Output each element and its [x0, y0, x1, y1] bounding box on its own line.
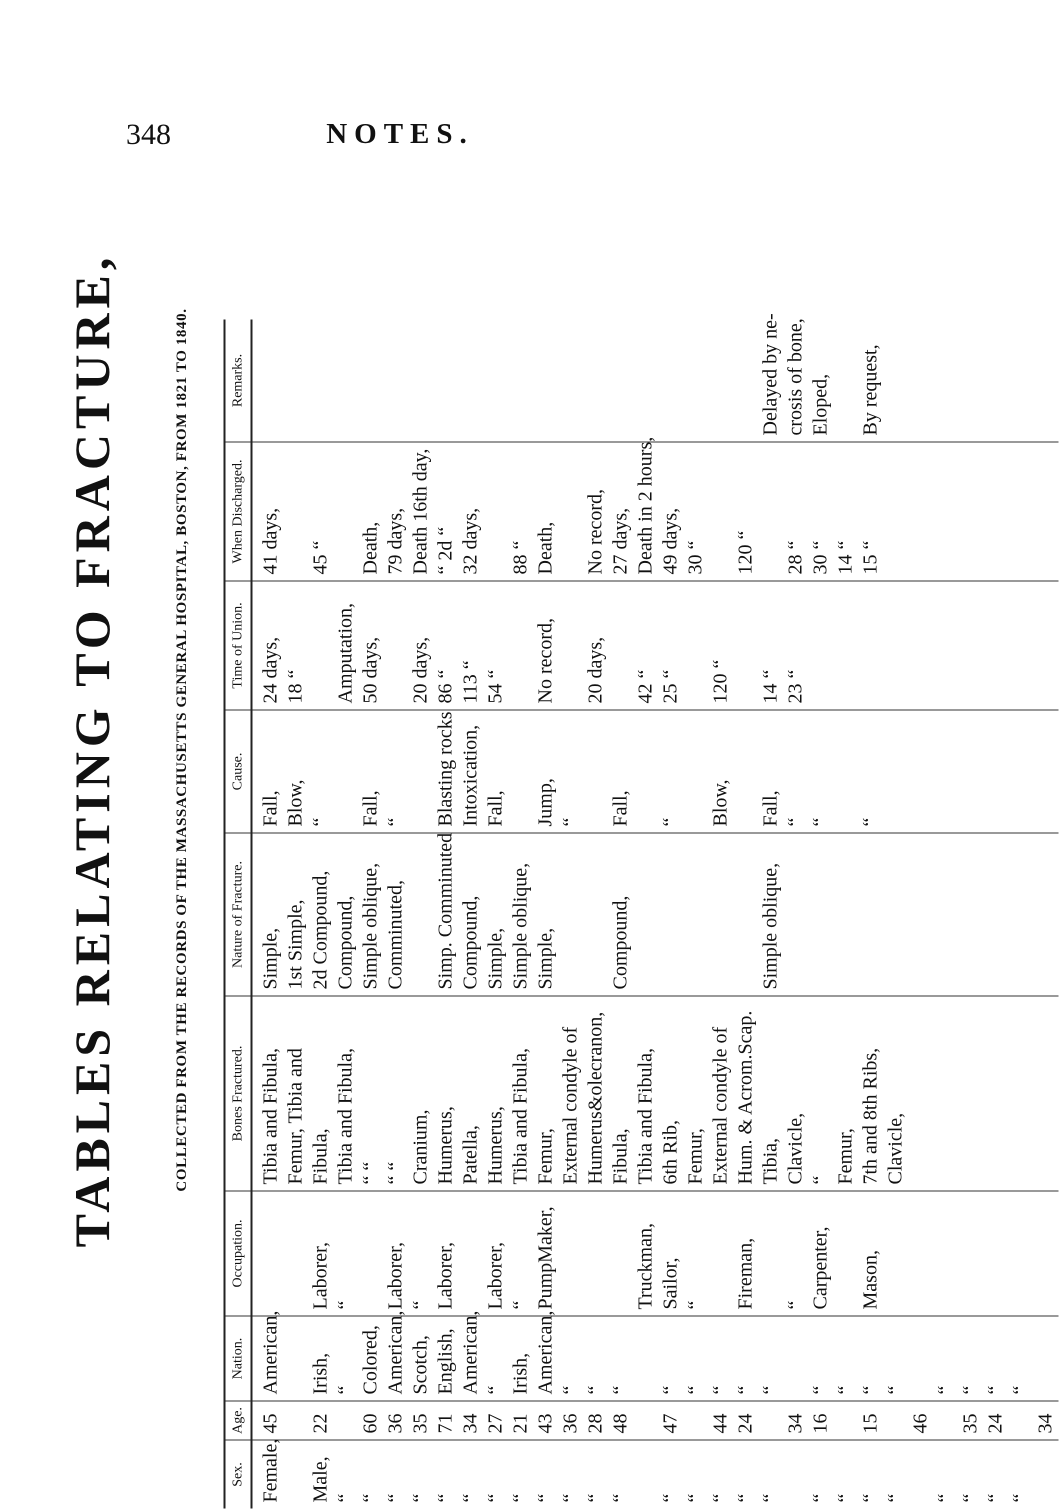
table-cell: Patella,: [459, 1125, 482, 1185]
table-cell: [684, 838, 709, 990]
table-cell: Humerus&olecranon,: [584, 1011, 607, 1185]
table-cell: Blow,: [284, 779, 307, 827]
table-cell: Mason,: [859, 1250, 882, 1310]
table-cell: “: [709, 1385, 732, 1395]
table-cell: [334, 447, 359, 575]
table-cell: [834, 1406, 859, 1434]
table-cell: [559, 324, 584, 436]
table-cell: “: [859, 1385, 882, 1395]
table-cell: 30 “: [684, 540, 707, 575]
table-cell: [559, 1196, 584, 1310]
table-cell: [334, 715, 359, 827]
table-cell: Laborer,: [384, 1242, 407, 1310]
table-body-row: [252, 320, 1059, 1509]
table-cell: [884, 1406, 909, 1434]
table-cell: [734, 838, 759, 990]
table-cell: “: [959, 1385, 982, 1395]
table-cell: 27 days,: [609, 507, 632, 575]
table-cell: [709, 838, 734, 990]
table-cell: [309, 586, 334, 704]
table-cell: [284, 1321, 309, 1395]
table-cell: [634, 1445, 659, 1503]
table-cell: [709, 447, 734, 575]
table-cell: “: [734, 1493, 757, 1503]
table-cell: “: [934, 1493, 957, 1503]
table-cell: 24: [984, 1413, 1007, 1434]
table-cell: 41 days,: [259, 507, 282, 575]
table-cell: 24: [734, 1413, 757, 1434]
table-cell: “: [984, 1493, 1007, 1503]
table-cell: 60: [359, 1413, 382, 1434]
table-cell: “: [384, 817, 407, 827]
table-cell: [734, 324, 759, 436]
table-cell: Fall,: [759, 790, 782, 827]
table-cell: Femur,: [534, 1128, 557, 1185]
table-cell: 120 “: [734, 530, 757, 575]
table-cell: 20 days,: [409, 636, 432, 704]
table-cell: [259, 324, 284, 436]
table-cell: “: [834, 1493, 857, 1503]
header-sex: Sex.: [225, 1440, 252, 1509]
table-cell: [284, 447, 309, 575]
table-cell: [459, 324, 484, 436]
table-cell: 88 “: [509, 540, 532, 575]
table-cell: “: [709, 1493, 732, 1503]
table-cell: [584, 324, 609, 436]
table-cell: PumpMaker,: [534, 1206, 557, 1310]
table-cell: “: [334, 1493, 357, 1503]
table-cell: Compound,: [609, 895, 632, 990]
table-cell: Eloped,: [809, 373, 832, 436]
column-nature-of-fracture: [252, 833, 1059, 996]
table-cell: [659, 838, 684, 990]
column-when-discharged: [252, 436, 1059, 581]
table-cell: 24 days,: [259, 636, 282, 704]
table-cell: Blasting rocks: [434, 711, 457, 827]
table-cell: “: [584, 1493, 607, 1503]
column-remarks: [252, 313, 1059, 443]
table-cell: [434, 324, 459, 436]
table-cell: “: [809, 1385, 832, 1395]
table-cell: Intoxication,: [459, 724, 482, 827]
table-cell: Amputation,: [334, 602, 357, 704]
table-cell: “: [934, 1385, 957, 1395]
table-cell: Simple oblique,: [509, 862, 532, 990]
table-cell: [284, 1196, 309, 1310]
table-cell: Fireman,: [734, 1237, 757, 1310]
table-cell: 23 “: [784, 669, 807, 704]
table-cell: Humerus,: [484, 1106, 507, 1185]
table-cell: Death 16th day,: [409, 448, 432, 575]
table-cell: “: [684, 1385, 707, 1395]
table-cell: [734, 586, 759, 704]
table-cell: “: [609, 1493, 632, 1503]
table-cell: American,: [459, 1310, 482, 1395]
table-cell: “: [559, 1493, 582, 1503]
header-remarks: Remarks.: [225, 320, 252, 443]
table-cell: 43: [534, 1413, 557, 1434]
table-cell: “: [759, 1493, 782, 1503]
table-cell: [284, 1445, 309, 1503]
table-cell: Fibula,: [609, 1128, 632, 1185]
table-cell: Femur, Tibia and: [284, 1048, 307, 1185]
table-cell: “: [734, 1385, 757, 1395]
table-cell: Tibia and Fibula,: [634, 1048, 657, 1185]
table-cell: “: [359, 1493, 382, 1503]
table-cell: “: [534, 1493, 557, 1503]
table-cell: Simp. Comminuted: [434, 832, 457, 990]
table-cell: “: [484, 1385, 507, 1395]
table-cell: [609, 324, 634, 436]
table-cell: [634, 838, 659, 990]
table-cell: 32 days,: [459, 507, 482, 575]
table-title: TABLES RELATING TO FRACTURE,: [64, 252, 120, 1248]
table-cell: [709, 324, 734, 436]
table-cell: “: [809, 817, 832, 827]
table-cell: Truckman,: [634, 1223, 657, 1310]
table-cell: Simple,: [534, 927, 557, 990]
table-cell: [584, 838, 609, 990]
table-cell: 120 “: [709, 659, 732, 704]
page-number: 348: [126, 118, 171, 151]
table-cell: “: [809, 1493, 832, 1503]
table-cell: Fall,: [259, 790, 282, 827]
table-cell: “: [959, 1493, 982, 1503]
table-cell: [334, 324, 359, 436]
table-cell: crosis of bone,: [784, 318, 807, 436]
table-cell: 50 days,: [359, 636, 382, 704]
table-cell: “: [509, 1300, 532, 1310]
table-cell: [409, 324, 434, 436]
table-cell: [384, 586, 409, 704]
table-cell: [584, 1196, 609, 1310]
table-cell: 18 “: [284, 669, 307, 704]
table-cell: [359, 1196, 384, 1310]
table-cell: Laborer,: [309, 1242, 332, 1310]
header-nature-of-fracture: Nature of Fracture.: [225, 833, 252, 996]
table-cell: [609, 1196, 634, 1310]
table-cell: [384, 324, 409, 436]
table-cell: Laborer,: [434, 1242, 457, 1310]
table-cell: 27: [484, 1413, 507, 1434]
table-cell: [309, 324, 334, 436]
table-cell: [359, 324, 384, 436]
table-cell: [634, 324, 659, 436]
table-cell: Tibia and Fibula,: [334, 1048, 357, 1185]
table-cell: [559, 838, 584, 990]
table-cell: Clavicle,: [884, 1112, 907, 1185]
table-cell: “: [309, 817, 332, 827]
table-cell: “: [434, 1493, 457, 1503]
table-cell: “: [409, 1493, 432, 1503]
table-cell: Compound,: [334, 895, 357, 990]
table-cell: [509, 715, 534, 827]
table-cell: 45 “: [309, 540, 332, 575]
table-cell: “ “: [384, 1161, 407, 1185]
table-cell: 15: [859, 1413, 882, 1434]
table-cell: [834, 324, 859, 436]
table-cell: 36: [384, 1413, 407, 1434]
table-cell: 20 days,: [584, 636, 607, 704]
table-cell: “: [884, 1493, 907, 1503]
table-cell: 79 days,: [384, 507, 407, 575]
table-cell: [609, 586, 634, 704]
table-cell: Death in 2 hours,: [634, 436, 657, 575]
table-cell: [784, 1445, 809, 1503]
table-cell: 30 “: [809, 540, 832, 575]
table-cell: “: [859, 1493, 882, 1503]
table-cell: Compound,: [459, 895, 482, 990]
table-cell: [284, 324, 309, 436]
table-cell: Fall,: [609, 790, 632, 827]
header-nation: Nation.: [225, 1316, 252, 1401]
table-cell: No record,: [534, 617, 557, 704]
column-cause: [252, 710, 1059, 833]
table-cell: 44: [709, 1413, 732, 1434]
table-cell: [534, 324, 559, 436]
table-cell: 6th Rib,: [659, 1120, 682, 1185]
table-cell: By request,: [859, 344, 882, 436]
table-cell: “: [784, 817, 807, 827]
table-cell: “: [459, 1493, 482, 1503]
fracture-table-grid: [224, 313, 1059, 1509]
table-cell: [684, 715, 709, 827]
table-cell: Laborer,: [484, 1242, 507, 1310]
table-cell: “: [1009, 1385, 1032, 1395]
table-cell: “: [684, 1300, 707, 1310]
table-cell: External condyle of: [709, 1026, 732, 1185]
table-cell: American,: [259, 1310, 282, 1395]
table-cell: “: [659, 817, 682, 827]
table-cell: Femur,: [684, 1128, 707, 1185]
table-cell: 35: [959, 1413, 982, 1434]
table-cell: 49 days,: [659, 507, 682, 575]
table-cell: Irish,: [509, 1352, 532, 1395]
table-cell: Femur,: [834, 1128, 857, 1185]
table-cell: “: [609, 1385, 632, 1395]
table-cell: Tibia,: [759, 1137, 782, 1185]
table-cell: [509, 324, 534, 436]
table-cell: [484, 447, 509, 575]
table-cell: “: [834, 1385, 857, 1395]
table-cell: Simple oblique,: [359, 862, 382, 990]
fracture-table: [224, 313, 1057, 1509]
table-cell: “: [684, 1493, 707, 1503]
table-cell: “: [559, 1385, 582, 1395]
table-cell: 14 “: [759, 669, 782, 704]
table-cell: Male,: [309, 1456, 332, 1503]
table-cell: 34: [784, 1413, 807, 1434]
table-cell: “: [1009, 1493, 1032, 1503]
header-when-discharged: When Discharged.: [225, 442, 252, 581]
table-cell: Jump,: [534, 778, 557, 827]
table-cell: Scotch,: [409, 1335, 432, 1395]
table-cell: [834, 715, 859, 827]
table-cell: “: [759, 1385, 782, 1395]
column-nation: [252, 1310, 1059, 1401]
table-cell: 7th and 8th Ribs,: [859, 1047, 882, 1185]
column-bones-fractured: [252, 996, 1059, 1191]
table-cell: [409, 838, 434, 990]
table-cell: 14 “: [834, 540, 857, 575]
table-cell: Colored,: [359, 1325, 382, 1395]
table-cell: [559, 447, 584, 575]
table-cell: [684, 1406, 709, 1434]
table-cell: Tibia and Fibula,: [509, 1048, 532, 1185]
table-cell: 36: [559, 1413, 582, 1434]
header-bones-fractured: Bones Fractured.: [225, 996, 252, 1191]
table-cell: [734, 715, 759, 827]
table-cell: [659, 324, 684, 436]
table-cell: [784, 1321, 809, 1395]
table-cell: 34: [459, 1413, 482, 1434]
column-time-of-union: [252, 581, 1059, 710]
table-cell: [409, 715, 434, 827]
table-cell: Blow,: [709, 779, 732, 827]
table-cell: Comminuted,: [384, 880, 407, 990]
running-head: NOTES.: [326, 118, 474, 150]
table-cell: Tibia and Fibula,: [259, 1048, 282, 1185]
table-cell: Female,: [259, 1438, 282, 1503]
column-age: [252, 1401, 1059, 1440]
table-cell: English,: [434, 1328, 457, 1395]
table-cell: [684, 586, 709, 704]
table-cell: 86 “: [434, 669, 457, 704]
table-cell: 54 “: [484, 669, 507, 704]
table-cell: [484, 324, 509, 436]
table-cell: 28 “: [784, 540, 807, 575]
table-cell: 71: [434, 1413, 457, 1434]
table-cell: [684, 324, 709, 436]
table-cell: 16: [809, 1413, 832, 1434]
table-cell: [759, 1406, 784, 1434]
table-cell: Carpenter,: [809, 1226, 832, 1310]
table-cell: 35: [409, 1413, 432, 1434]
table-cell: [759, 447, 784, 575]
table-cell: “: [584, 1385, 607, 1395]
table-subtitle: COLLECTED FROM THE RECORDS OF THE MASSACHUSETTS GENERAL HOSPITAL, BOSTON, FROM 1821 TO 1840.: [174, 308, 190, 1192]
table-cell: “: [659, 1493, 682, 1503]
column-sex: [252, 1440, 1059, 1509]
table-cell: “: [559, 817, 582, 827]
table-cell: 34: [1034, 1413, 1057, 1434]
table-cell: American,: [534, 1310, 557, 1395]
table-cell: [634, 1321, 659, 1395]
table-cell: [459, 1196, 484, 1310]
table-cell: American,: [384, 1310, 407, 1395]
header-occupation: Occupation.: [225, 1191, 252, 1316]
table-cell: 1st Simple,: [284, 899, 307, 990]
table-cell: “: [509, 1493, 532, 1503]
table-cell: “: [784, 1300, 807, 1310]
header-cause: Cause.: [225, 710, 252, 833]
table-cell: Sailor,: [659, 1257, 682, 1310]
table-cell: 47: [659, 1413, 682, 1434]
table-cell: [934, 1406, 959, 1434]
table-cell: External condyle of: [559, 1026, 582, 1185]
table-cell: Simple,: [484, 927, 507, 990]
table-cell: “: [984, 1385, 1007, 1395]
table-cell: [634, 1406, 659, 1434]
table-cell: [1009, 1406, 1034, 1434]
table-cell: [284, 1406, 309, 1434]
table-header-row: [225, 320, 252, 1509]
table-cell: [584, 715, 609, 827]
table-cell: [634, 715, 659, 827]
table-cell: 2d Compound,: [309, 870, 332, 990]
table-cell: “: [884, 1385, 907, 1395]
table-cell: 15 “: [859, 540, 882, 575]
table-cell: Death,: [359, 521, 382, 575]
table-cell: [909, 1445, 934, 1503]
table-cell: Delayed by ne-: [759, 313, 782, 436]
table-cell: “: [409, 1300, 432, 1310]
table-cell: [834, 1196, 859, 1310]
table-cell: Irish,: [309, 1352, 332, 1395]
table-cell: 113 “: [459, 660, 482, 704]
table-cell: [909, 1321, 934, 1395]
header-time-of-union: Time of Union.: [225, 581, 252, 710]
table-cell: 48: [609, 1413, 632, 1434]
table-cell: “: [809, 1175, 832, 1185]
table-cell: [759, 1196, 784, 1310]
table-cell: No record,: [584, 488, 607, 575]
table-cell: “: [334, 1300, 357, 1310]
table-cell: Simple oblique,: [759, 862, 782, 990]
table-cell: Fibula,: [309, 1128, 332, 1185]
table-cell: [259, 1196, 284, 1310]
table-cell: “: [384, 1493, 407, 1503]
table-cell: 21: [509, 1413, 532, 1434]
table-cell: 25 “: [659, 669, 682, 704]
table-cell: [559, 586, 584, 704]
table-cell: [334, 1406, 359, 1434]
table-cell: Clavicle,: [784, 1112, 807, 1185]
table-cell: “ “: [359, 1161, 382, 1185]
table-cell: “: [334, 1385, 357, 1395]
table-cell: Hum. & Acrom.Scap.: [734, 1010, 757, 1185]
table-cell: 46: [909, 1413, 932, 1434]
table-cell: 42 “: [634, 669, 657, 704]
table-cell: Humerus,: [434, 1106, 457, 1185]
table-cell: 45: [259, 1413, 282, 1434]
table-cell: Cranium,: [409, 1109, 432, 1185]
header-age: Age.: [225, 1401, 252, 1440]
table-cell: “: [484, 1493, 507, 1503]
table-cell: [709, 1196, 734, 1310]
table-cell: Fall,: [484, 790, 507, 827]
table-cell: “ 2d “: [434, 526, 457, 575]
table-cell: Death,: [534, 521, 557, 575]
table-cell: Fall,: [359, 790, 382, 827]
table-cell: “: [659, 1385, 682, 1395]
table-cell: [509, 586, 534, 704]
table-cell: 28: [584, 1413, 607, 1434]
column-occupation: [252, 1191, 1059, 1316]
table-cell: Simple,: [259, 927, 282, 990]
table-cell: “: [859, 817, 882, 827]
table-cell: 22: [309, 1413, 332, 1434]
